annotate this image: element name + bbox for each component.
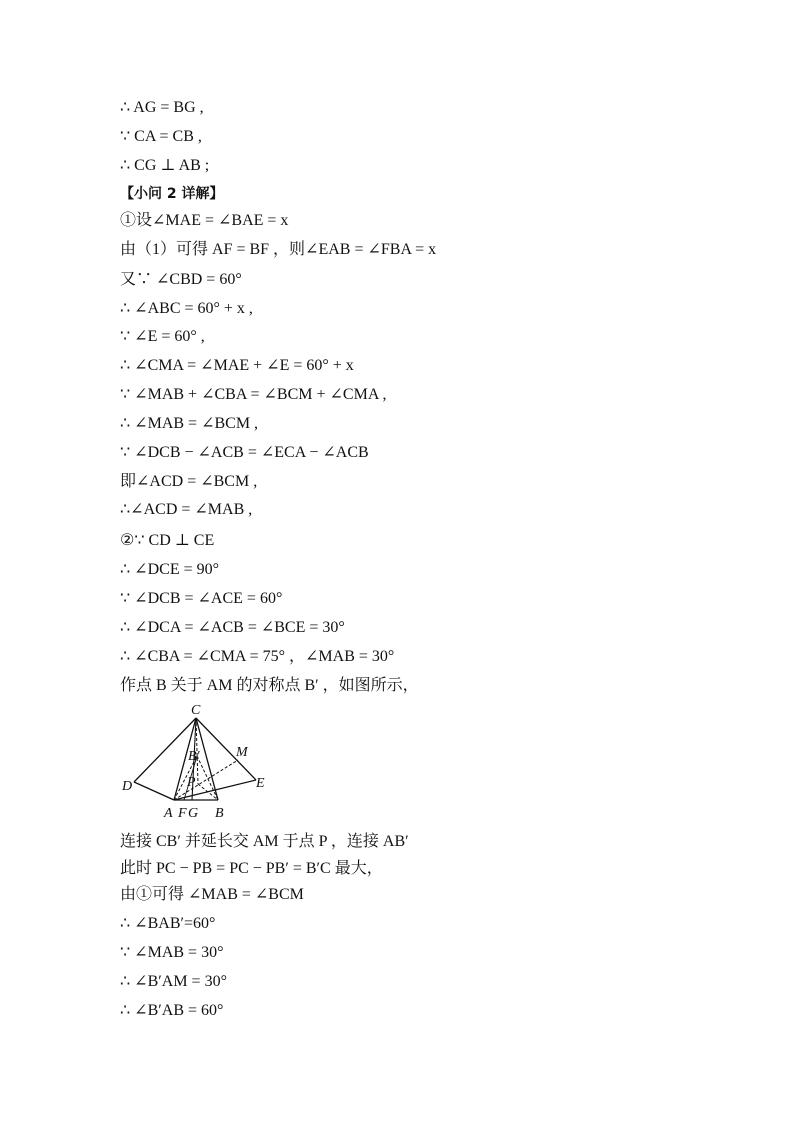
proof-line-15: ∴∠ACD = ∠MAB , bbox=[120, 501, 253, 518]
proof-line-12: ∴ ∠MAB = ∠BCM , bbox=[120, 415, 259, 432]
proof-line-5: ①设∠MAE = ∠BAE = x bbox=[120, 212, 289, 229]
proof-line-27: ∴ ∠B′AM = 30° bbox=[120, 973, 227, 990]
proof-line-28: ∴ ∠B′AB = 60° bbox=[120, 1002, 224, 1019]
proof-line-25: ∴ ∠BAB′=60° bbox=[120, 915, 216, 932]
label-E: E bbox=[256, 776, 265, 791]
label-F: F bbox=[178, 806, 187, 821]
label-C: C bbox=[191, 703, 201, 718]
proof-line-3: ∴ CG ⊥ AB ; bbox=[120, 157, 210, 174]
proof-line-8: ∴ ∠ABC = 60° + x , bbox=[120, 300, 253, 317]
segment-CD bbox=[134, 718, 196, 782]
proof-line-13: ∵ ∠DCB − ∠ACB = ∠ECA − ∠ACB bbox=[120, 444, 369, 461]
proof-line-20: ∴ ∠CBA = ∠CMA = 75° ，∠MAB = 30° bbox=[120, 648, 395, 665]
geometry-figure bbox=[118, 700, 288, 825]
proof-line-9: ∵ ∠E = 60° , bbox=[120, 328, 205, 345]
segment-DA bbox=[134, 782, 174, 800]
proof-line-11: ∵ ∠MAB + ∠CBA = ∠BCM + ∠CMA , bbox=[120, 386, 387, 403]
proof-line-24: 由①可得 ∠MAB = ∠BCM bbox=[120, 886, 304, 903]
proof-line-14: 即∠ACD = ∠BCM , bbox=[120, 473, 258, 490]
label-M: M bbox=[236, 745, 248, 760]
geometry-diagram bbox=[118, 700, 288, 825]
proof-line-26: ∵ ∠MAB = 30° bbox=[120, 944, 224, 961]
proof-line-22: 连接 CB′ 并延长交 AM 于点 P ，连接 AB′ bbox=[120, 833, 409, 850]
proof-line-18: ∵ ∠DCB = ∠ACE = 60° bbox=[120, 590, 283, 607]
proof-line-10: ∴ ∠CMA = ∠MAE + ∠E = 60° + x bbox=[120, 357, 354, 374]
label-G: G bbox=[188, 806, 199, 821]
proof-line-6: 由（1）可得 AF = BF ，则∠EAB = ∠FBA = x bbox=[120, 241, 437, 258]
proof-line-16: ②∵ CD ⊥ CE bbox=[120, 532, 215, 549]
proof-line-17: ∴ ∠DCE = 90° bbox=[120, 561, 220, 578]
proof-line-2: ∵ CA = CB , bbox=[120, 128, 202, 145]
label-D: D bbox=[122, 779, 133, 794]
proof-line-7: 又∵ ∠CBD = 60° bbox=[120, 271, 242, 288]
proof-line-23: 此时 PC − PB = PC − PB′ = B′C 最大， bbox=[120, 860, 383, 877]
label-B-prime: B′ bbox=[188, 749, 200, 764]
label-P: P bbox=[187, 775, 196, 790]
label-A: A bbox=[164, 806, 173, 821]
proof-line-1: ∴ AG = BG , bbox=[120, 99, 204, 116]
section-heading: 【小问 2 详解】 bbox=[120, 186, 224, 202]
label-B: B bbox=[215, 806, 224, 821]
proof-line-19: ∴ ∠DCA = ∠ACB = ∠BCE = 30° bbox=[120, 619, 345, 636]
proof-line-21: 作点 B 关于 AM 的对称点 B′ ，如图所示， bbox=[120, 677, 419, 694]
